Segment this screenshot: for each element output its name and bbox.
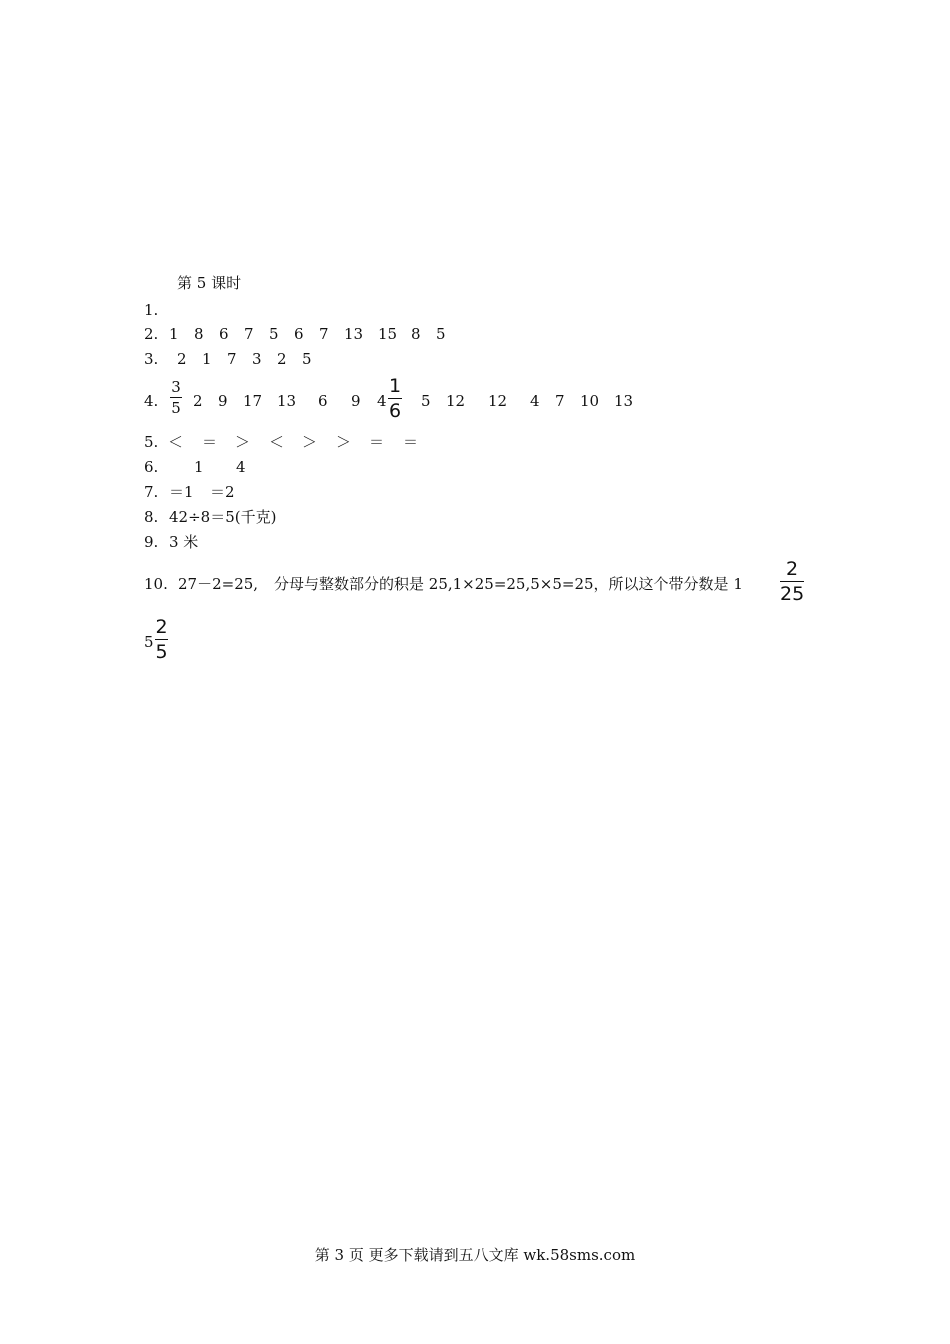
answer-text: 27－2=25, — [178, 575, 259, 593]
fraction-denominator: 5 — [155, 641, 168, 663]
answer-value: 4 — [530, 392, 540, 410]
fraction-bar — [155, 639, 168, 640]
answer-value: 6 — [294, 325, 304, 343]
answer-text: 42÷8＝5(千克) — [169, 508, 277, 526]
answer-value: 7 — [555, 392, 565, 410]
answer-number: 4. — [144, 392, 159, 410]
fraction-bar — [780, 581, 804, 582]
answer-value: 1 — [202, 350, 212, 368]
fraction-bar — [388, 398, 402, 399]
answer-value: 2 — [193, 392, 203, 410]
fraction — [155, 618, 168, 662]
answer-value: 7 — [319, 325, 329, 343]
answer-number: 10. — [144, 575, 168, 593]
mixed-number-whole: 4 — [377, 392, 387, 410]
answer-value: ＝1 — [169, 483, 194, 501]
answer-explanation: 分母与整数部分的积是 25,1×25=25,5×5=25，所以这个带分数是 1 — [274, 575, 743, 593]
answer-value: 7 — [244, 325, 254, 343]
answer-number: 1. — [144, 301, 159, 319]
lesson-title: 第 5 课时 — [177, 274, 242, 292]
fraction-denominator: 25 — [780, 583, 805, 605]
answer-value: 13 — [614, 392, 634, 410]
comparison-symbol: ＜ — [168, 433, 184, 451]
answer-value: 5 — [269, 325, 279, 343]
answer-value: 12 — [488, 392, 508, 410]
comparison-symbol: ＞ — [302, 433, 318, 451]
fraction — [388, 377, 402, 421]
answer-value: 9 — [351, 392, 361, 410]
answer-value: 5 — [436, 325, 446, 343]
fraction-numerator: 2 — [785, 558, 799, 580]
answer-number: 7. — [144, 483, 159, 501]
answer-value: 1 — [169, 325, 179, 343]
answer-number: 8. — [144, 508, 159, 526]
answer-value: 5 — [421, 392, 431, 410]
answer-value: 2 — [177, 350, 187, 368]
answer-number: 5. — [144, 433, 159, 451]
answer-value: 8 — [411, 325, 421, 343]
answer-number: 2. — [144, 325, 159, 343]
answer-value: 9 — [218, 392, 228, 410]
answer-value: 6 — [318, 392, 328, 410]
answer-value: 4 — [236, 458, 246, 476]
fraction — [170, 380, 182, 416]
comparison-symbol: ＞ — [235, 433, 251, 451]
answer-value: 5 — [302, 350, 312, 368]
answer-value: 6 — [219, 325, 229, 343]
fraction-numerator: 1 — [388, 375, 402, 397]
answer-value: 12 — [446, 392, 466, 410]
mixed-number-whole: 5 — [144, 633, 154, 651]
comparison-symbol: ＝ — [403, 433, 419, 451]
answer-value: 8 — [194, 325, 204, 343]
comparison-symbol: ＞ — [336, 433, 352, 451]
fraction-denominator: 5 — [171, 399, 181, 417]
answer-text: 3 米 — [169, 533, 199, 551]
answer-value: 13 — [277, 392, 297, 410]
answer-value: 2 — [277, 350, 287, 368]
answer-number: 6. — [144, 458, 159, 476]
answer-value: ＝2 — [210, 483, 235, 501]
answer-value: 15 — [378, 325, 398, 343]
answer-value: 1 — [194, 458, 204, 476]
fraction-numerator: 3 — [171, 378, 181, 396]
fraction-denominator: 6 — [388, 400, 402, 422]
fraction-bar — [170, 397, 182, 398]
answer-number: 9. — [144, 533, 159, 551]
answer-value: 13 — [344, 325, 364, 343]
fraction-numerator: 2 — [155, 616, 168, 638]
page-footer: 第 3 页 更多下载请到五八文库 wk.58sms.com — [314, 1246, 636, 1264]
fraction — [780, 560, 804, 604]
answer-value: 3 — [252, 350, 262, 368]
answer-number: 3. — [144, 350, 159, 368]
answer-value: 17 — [243, 392, 263, 410]
answer-value: 10 — [580, 392, 600, 410]
comparison-symbol: ＝ — [369, 433, 385, 451]
comparison-symbol: ＝ — [202, 433, 218, 451]
answer-value: 7 — [227, 350, 237, 368]
comparison-symbol: ＜ — [269, 433, 285, 451]
